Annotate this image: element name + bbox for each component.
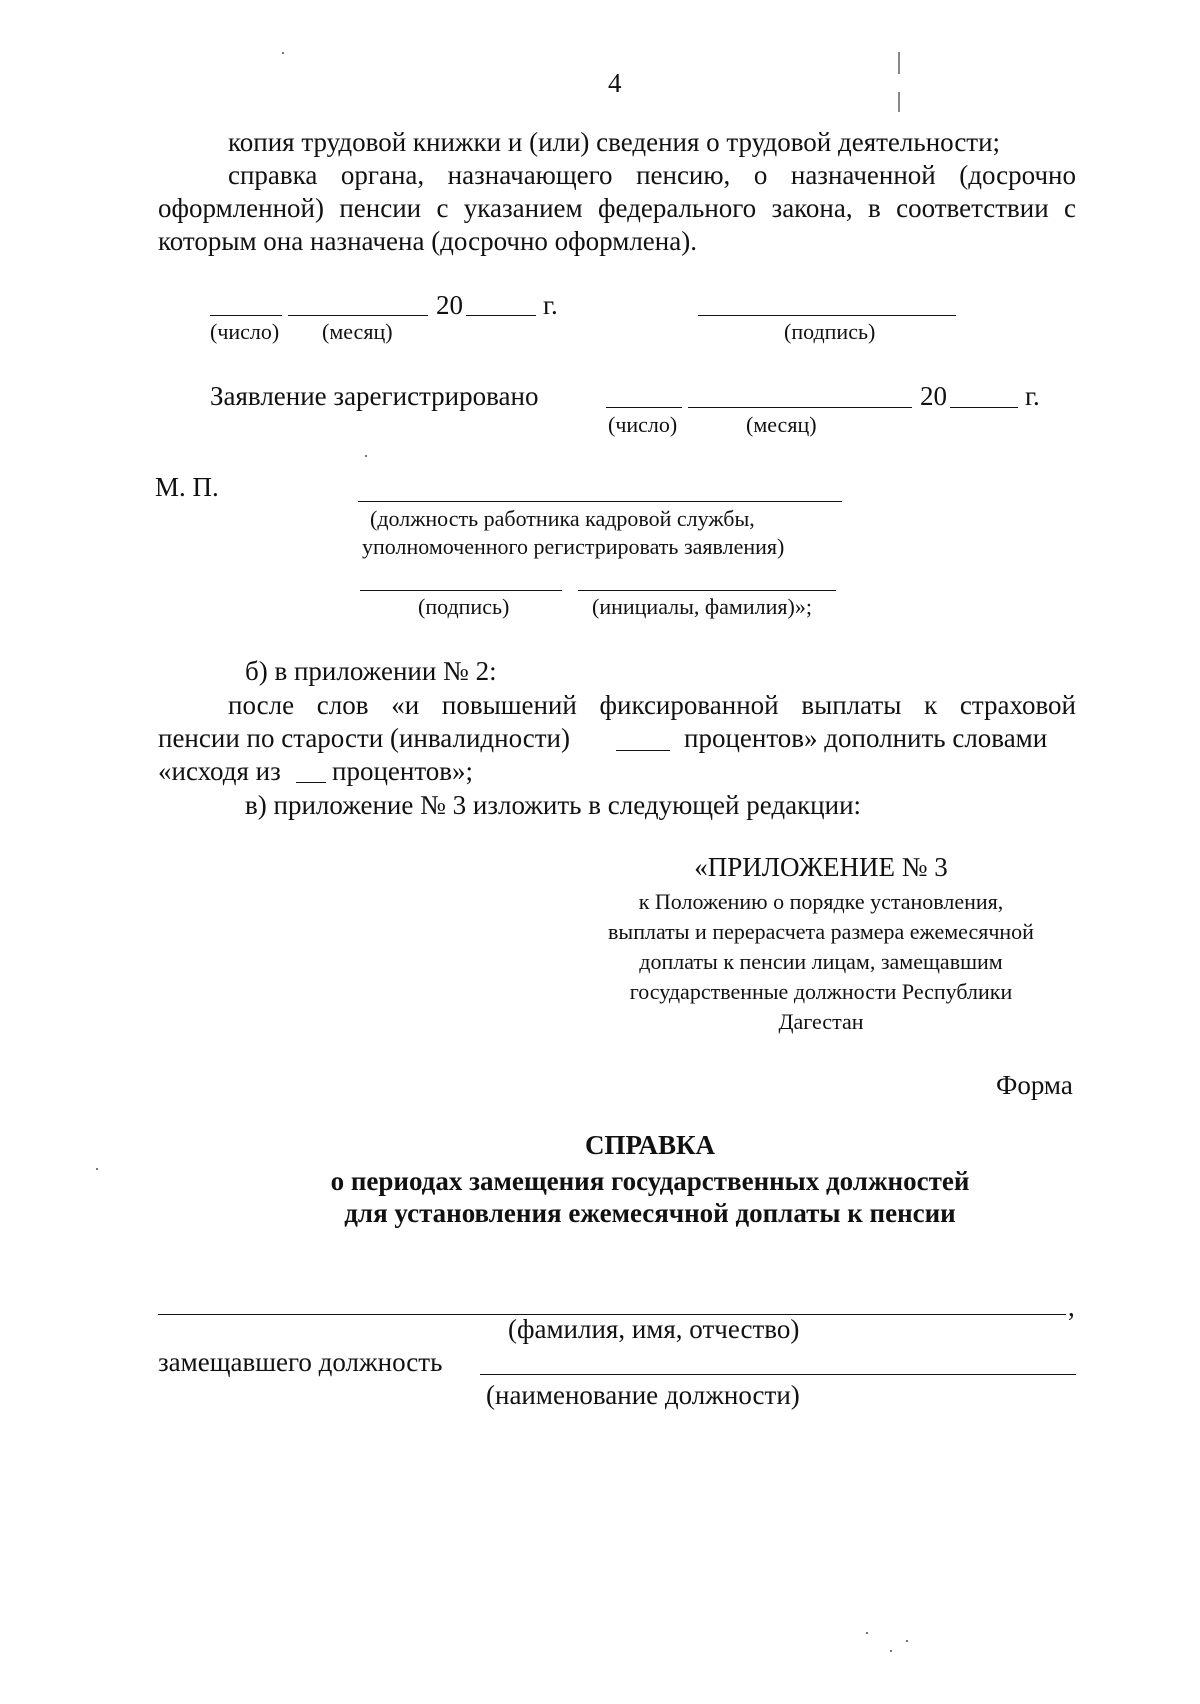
- day-label: (число): [210, 319, 280, 344]
- officer-signature-label: (подпись): [418, 594, 510, 619]
- year-suffix: г.: [543, 290, 558, 320]
- reg-day-blank-line: [606, 407, 682, 408]
- registered-text: Заявление зарегистрировано: [210, 381, 539, 411]
- scan-artifact-dot: [96, 1168, 98, 1170]
- month-label: (месяц): [322, 319, 393, 344]
- officer-name-label: (инициалы, фамилия)»;: [592, 594, 812, 619]
- appendix-line-5: Дагестан: [778, 1009, 864, 1034]
- intro-line-3: оформленной) пенсии с указанием федерального закона, в соответствии с: [158, 193, 1076, 223]
- signature-label: (подпись): [784, 319, 876, 344]
- scan-artifact-dot: [365, 455, 367, 457]
- appendix-title: «ПРИЛОЖЕНИЕ № 3: [694, 852, 948, 882]
- position-label-2: уполномоченного регистрировать заявления): [362, 534, 785, 559]
- reg-day-label: (число): [608, 412, 678, 437]
- amendment-b-line-3-part-2: процентов»;: [332, 756, 474, 786]
- appendix-line-4: государственные должности Республики: [629, 979, 1013, 1004]
- certificate-subtitle-1: о периодах замещения государственных должностей: [330, 1166, 970, 1196]
- intro-line-2: справка органа, назначающего пенсию, о назначенной (досрочно: [228, 160, 1076, 190]
- year-blank-line: [466, 315, 536, 316]
- scan-artifact-dot: [890, 1650, 892, 1652]
- amendment-b-line-1: после слов «и повышений фиксированной выплаты к страховой: [228, 690, 1076, 720]
- day-blank-line: [210, 315, 282, 316]
- certificate-subtitle-2: для установления ежемесячной доплаты к пенсии: [344, 1198, 956, 1228]
- certificate-title: СПРАВКА: [584, 1130, 716, 1160]
- scan-artifact-mark: [898, 52, 900, 74]
- amendment-b-line-2-part-2: процентов» дополнить словами: [684, 723, 1048, 753]
- reg-month-label: (месяц): [746, 412, 817, 437]
- amendment-b-line-2-part-1: пенсии по старости (инвалидности): [158, 723, 570, 753]
- year-prefix: 20: [436, 290, 463, 320]
- stamp-mp: М. П.: [155, 472, 219, 502]
- officer-name-blank-line: [578, 590, 836, 591]
- intro-line-4: которым она назначена (досрочно оформлена).: [158, 226, 697, 256]
- form-label: Форма: [996, 1070, 1073, 1100]
- scan-artifact-dot: [906, 1640, 908, 1642]
- reg-year-suffix: г.: [1025, 381, 1040, 411]
- scan-artifact-dot: [282, 52, 284, 54]
- fio-comma: ,: [1068, 1292, 1075, 1322]
- scan-artifact-dot: [866, 1632, 868, 1634]
- intro-line-1: копия трудовой книжки и (или) сведения о трудовой деятельности;: [228, 127, 1001, 157]
- position-label-1: (должность работника кадровой службы,: [370, 506, 755, 531]
- percent-blank-line: [616, 750, 670, 751]
- appendix-line-2: выплаты и перерасчета размера ежемесячной: [608, 919, 1034, 944]
- appendix-line-3: доплаты к пенсии лицам, замещавшим: [639, 949, 1003, 974]
- position-name-blank-line: [480, 1374, 1076, 1375]
- reg-year-blank-line: [950, 407, 1018, 408]
- amendment-v-line: в) приложение № 3 изложить в следующей редакции:: [245, 790, 862, 820]
- month-blank-line: [288, 315, 428, 316]
- scan-artifact-mark: [898, 92, 900, 112]
- position-blank-line: [358, 501, 842, 502]
- amendment-b-line-3-part-1: «исходя из: [158, 756, 281, 786]
- signature-blank-line: [698, 315, 956, 316]
- reg-year-prefix: 20: [920, 381, 947, 411]
- position-name-label: (наименование должности): [486, 1380, 800, 1410]
- appendix-line-1: к Положению о порядке установления,: [638, 889, 1004, 914]
- fio-label: (фамилия, имя, отчество): [508, 1314, 800, 1344]
- officer-signature-blank-line: [360, 590, 562, 591]
- page-number: 4: [608, 68, 622, 98]
- position-prefix: замещавшего должность: [158, 1347, 443, 1377]
- amendment-b-heading: б) в приложении № 2:: [245, 656, 497, 686]
- percent-from-blank-line: [296, 782, 326, 783]
- reg-month-blank-line: [688, 407, 912, 408]
